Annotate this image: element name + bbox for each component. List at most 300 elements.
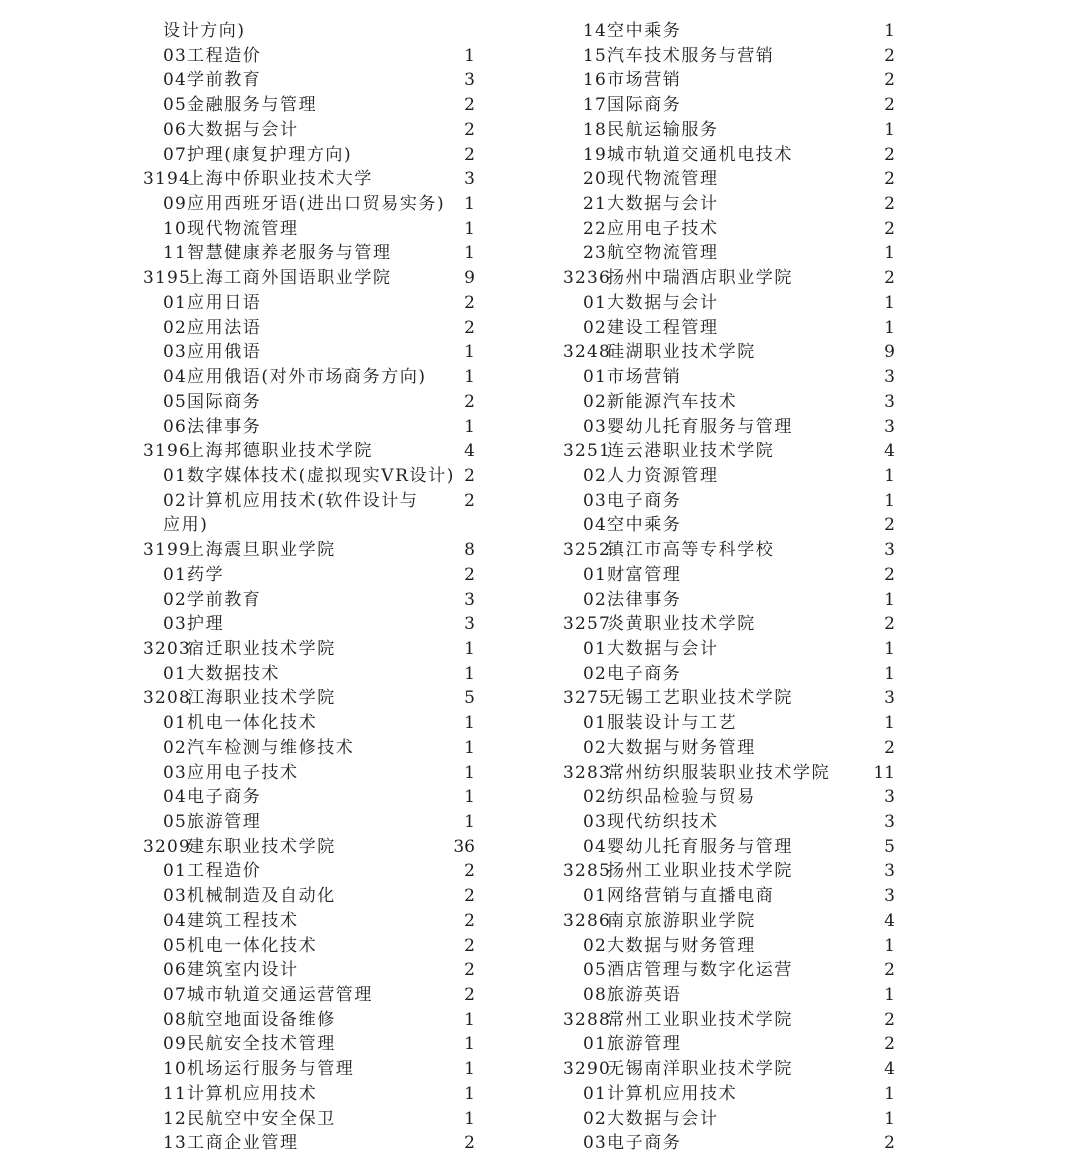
major-row (143, 711, 483, 736)
major-row (143, 192, 483, 217)
major-name: 国际商务 (607, 95, 682, 116)
major-name: 机电一体化技术 (187, 713, 318, 734)
major-row (143, 934, 483, 959)
major-code: 22 (583, 218, 608, 239)
school-code: 3251 (563, 441, 612, 462)
school-row (563, 340, 903, 365)
major-row (143, 316, 483, 341)
major-row (563, 1107, 903, 1132)
major-row (563, 835, 903, 860)
school-name: 无锡工艺职业技术学院 (607, 688, 793, 709)
enrollment-count: 1 (884, 490, 895, 511)
major-row (143, 291, 483, 316)
enrollment-count: 2 (464, 886, 475, 907)
right-column (563, 19, 903, 1156)
major-row (143, 464, 483, 489)
major-row (563, 513, 903, 538)
major-code: 03 (163, 45, 188, 66)
major-name: 酒店管理与数字化运营 (607, 960, 793, 981)
major-row (563, 241, 903, 266)
major-row (143, 1131, 483, 1156)
major-code: 01 (583, 1034, 608, 1055)
enrollment-count: 3 (464, 70, 475, 91)
major-code: 05 (163, 391, 188, 412)
major-name: 工程造价 (187, 45, 262, 66)
school-row (563, 1008, 903, 1033)
enrollment-count: 9 (464, 268, 475, 289)
enrollment-count: 8 (464, 540, 475, 561)
major-name: 建筑工程技术 (187, 910, 299, 931)
enrollment-count: 2 (884, 515, 895, 536)
enrollment-count: 2 (884, 960, 895, 981)
major-name: 护理(康复护理方向) (187, 144, 353, 165)
major-code: 02 (163, 490, 188, 511)
major-code: 02 (163, 589, 188, 610)
school-code: 3283 (563, 762, 612, 783)
major-name: 护理 (187, 614, 225, 635)
major-row (563, 68, 903, 93)
major-code: 05 (163, 812, 188, 832)
major-name: 现代纺织技术 (607, 812, 719, 832)
enrollment-count: 1 (884, 119, 895, 140)
school-code: 3257 (563, 614, 612, 635)
enrollment-count: 4 (464, 441, 475, 462)
major-row (143, 340, 483, 365)
major-name: 应用法语 (187, 317, 262, 338)
school-code: 3208 (143, 688, 192, 709)
enrollment-count: 1 (464, 737, 475, 758)
enrollment-count: 1 (464, 812, 475, 832)
enrollment-count: 1 (884, 663, 895, 684)
major-name: 城市轨道交通运营管理 (187, 985, 373, 1006)
major-row (563, 810, 903, 835)
school-row (143, 835, 483, 860)
major-name: 婴幼儿托育服务与管理 (607, 836, 793, 857)
major-code: 02 (583, 787, 608, 808)
school-name: 宿迁职业技术学院 (187, 638, 336, 659)
enrollment-count: 2 (464, 292, 475, 313)
major-code: 03 (583, 416, 608, 437)
major-code: 02 (583, 737, 608, 758)
enrollment-count: 3 (884, 886, 895, 907)
enrollment-count: 3 (884, 416, 895, 437)
major-name: 应用俄语 (187, 342, 262, 363)
major-name: 电子商务 (607, 490, 682, 511)
major-code: 09 (163, 194, 188, 215)
major-row (143, 736, 483, 761)
major-code: 19 (583, 144, 608, 165)
major-name: 民航安全技术管理 (187, 1034, 336, 1055)
major-row (563, 1131, 903, 1156)
major-name: 学前教育 (187, 589, 262, 610)
school-code: 3290 (563, 1059, 612, 1080)
enrollment-count: 4 (884, 910, 895, 931)
enrollment-count: 2 (464, 317, 475, 338)
major-code: 02 (583, 1108, 608, 1129)
major-code: 23 (583, 243, 608, 264)
major-name: 服装设计与工艺 (607, 713, 738, 734)
major-row (563, 415, 903, 440)
major-code: 03 (163, 342, 188, 363)
school-code: 3236 (563, 268, 612, 289)
major-code: 03 (583, 812, 608, 832)
major-name: 机场运行服务与管理 (187, 1059, 355, 1080)
major-code: 03 (163, 762, 188, 783)
major-code: 01 (163, 465, 188, 486)
major-name: 计算机应用技术 (607, 1083, 738, 1104)
major-row (143, 785, 483, 810)
enrollment-count: 3 (464, 589, 475, 610)
enrollment-count: 2 (884, 218, 895, 239)
enrollment-count: 3 (884, 540, 895, 561)
major-row (143, 588, 483, 613)
enrollment-count: 1 (464, 243, 475, 264)
enrollment-count: 2 (464, 119, 475, 140)
enrollment-count: 2 (464, 391, 475, 412)
enrollment-count: 11 (873, 762, 895, 783)
school-row (143, 266, 483, 291)
school-name: 无锡南洋职业技术学院 (607, 1059, 793, 1080)
major-code: 03 (583, 490, 608, 511)
major-name: 大数据与会计 (607, 1108, 719, 1129)
major-code: 04 (163, 910, 188, 931)
major-name: 法律事务 (607, 589, 682, 610)
school-code: 3195 (143, 268, 192, 289)
major-code: 13 (163, 1133, 188, 1154)
enrollment-count: 2 (464, 1133, 475, 1154)
enrollment-count: 3 (464, 614, 475, 635)
enrollment-count: 1 (884, 713, 895, 734)
major-name: 智慧健康养老服务与管理 (187, 243, 392, 264)
enrollment-count: 2 (884, 737, 895, 758)
school-row (563, 761, 903, 786)
major-name: 空中乘务 (607, 21, 682, 41)
major-name: 市场营销 (607, 70, 682, 91)
major-row (143, 217, 483, 242)
major-row (143, 489, 483, 514)
major-name: 建设工程管理 (607, 317, 719, 338)
major-row (563, 93, 903, 118)
major-row (143, 810, 483, 835)
major-row (143, 44, 483, 69)
major-code: 01 (583, 1083, 608, 1104)
major-code: 04 (583, 836, 608, 857)
major-row (563, 19, 903, 44)
enrollment-count: 2 (884, 144, 895, 165)
major-row (143, 612, 483, 637)
major-row (143, 1057, 483, 1082)
enrollment-count: 1 (464, 638, 475, 659)
enrollment-count: 1 (884, 1108, 895, 1129)
major-name: 设计方向) (163, 21, 246, 41)
school-row (143, 167, 483, 192)
major-code: 03 (583, 1133, 608, 1154)
major-code: 02 (583, 589, 608, 610)
major-code: 10 (163, 218, 188, 239)
major-code: 01 (163, 292, 188, 313)
major-name: 计算机应用技术(软件设计与 (187, 490, 419, 511)
school-row (563, 859, 903, 884)
enrollment-count: 1 (464, 342, 475, 363)
major-name: 工程造价 (187, 861, 262, 882)
major-name: 汽车检测与维修技术 (187, 737, 355, 758)
enrollment-count: 2 (464, 861, 475, 882)
enrollment-count: 2 (464, 95, 475, 116)
major-name: 数字媒体技术(虚拟现实VR设计) (187, 465, 455, 486)
major-row (563, 958, 903, 983)
school-code: 3199 (143, 540, 192, 561)
enrollment-count: 2 (464, 960, 475, 981)
school-code: 3286 (563, 910, 612, 931)
enrollment-count: 1 (884, 985, 895, 1006)
enrollment-count: 5 (464, 688, 475, 709)
enrollment-count: 1 (884, 935, 895, 956)
enrollment-count: 2 (884, 564, 895, 585)
major-row (563, 390, 903, 415)
enrollment-count: 1 (464, 218, 475, 239)
major-row (563, 983, 903, 1008)
school-name: 镇江市高等专科学校 (607, 540, 775, 561)
major-name: 旅游管理 (607, 1034, 682, 1055)
major-row (143, 662, 483, 687)
school-row (143, 637, 483, 662)
enrollment-count: 2 (464, 465, 475, 486)
school-row (563, 909, 903, 934)
enrollment-count: 1 (884, 21, 895, 41)
school-code: 3194 (143, 169, 192, 190)
enrollment-count: 1 (884, 292, 895, 313)
school-code: 3196 (143, 441, 192, 462)
major-row (563, 637, 903, 662)
major-row (143, 1008, 483, 1033)
major-row (143, 761, 483, 786)
major-name: 机械制造及自动化 (187, 886, 336, 907)
school-row (563, 686, 903, 711)
major-row (143, 390, 483, 415)
major-row (143, 1107, 483, 1132)
major-code: 01 (583, 886, 608, 907)
school-row (563, 439, 903, 464)
enrollment-count: 2 (464, 490, 475, 511)
major-name: 婴幼儿托育服务与管理 (607, 416, 793, 437)
major-row (143, 93, 483, 118)
major-name: 应用俄语(对外市场商务方向) (187, 367, 427, 388)
continuation-row (143, 513, 483, 538)
major-name: 旅游管理 (187, 812, 262, 832)
major-name: 大数据技术 (187, 663, 280, 684)
school-name: 炎黄职业技术学院 (607, 614, 756, 635)
major-row (563, 167, 903, 192)
school-row (143, 538, 483, 563)
major-name: 现代物流管理 (187, 218, 299, 239)
enrollment-count: 1 (884, 317, 895, 338)
major-row (563, 192, 903, 217)
enrollment-count: 2 (884, 1009, 895, 1030)
major-name: 大数据与会计 (607, 194, 719, 215)
major-row (143, 365, 483, 390)
school-row (563, 266, 903, 291)
school-code: 3285 (563, 861, 612, 882)
enrollment-count: 2 (464, 935, 475, 956)
major-name: 应用西班牙语(进出口贸易实务) (187, 194, 446, 215)
major-code: 02 (163, 737, 188, 758)
major-code: 17 (583, 95, 608, 116)
major-code: 01 (583, 292, 608, 313)
major-name: 民航运输服务 (607, 119, 719, 140)
enrollment-count: 1 (884, 638, 895, 659)
major-code: 10 (163, 1059, 188, 1080)
enrollment-count: 9 (884, 342, 895, 363)
major-row (143, 415, 483, 440)
school-code: 3288 (563, 1009, 612, 1030)
major-row (143, 909, 483, 934)
major-row (563, 44, 903, 69)
major-name: 新能源汽车技术 (607, 391, 738, 412)
enrollment-count: 2 (884, 194, 895, 215)
major-name: 航空地面设备维修 (187, 1009, 336, 1030)
major-code: 05 (163, 95, 188, 116)
enrollment-count: 3 (884, 688, 895, 709)
school-name: 扬州工业职业技术学院 (607, 861, 793, 882)
school-name: 南京旅游职业学院 (607, 910, 756, 931)
major-code: 02 (583, 465, 608, 486)
major-code: 04 (163, 70, 188, 91)
major-code: 01 (583, 367, 608, 388)
major-name: 电子商务 (187, 787, 262, 808)
school-name: 扬州中瑞酒店职业学院 (607, 268, 793, 289)
major-name: 金融服务与管理 (187, 95, 318, 116)
enrollment-count: 36 (453, 836, 475, 857)
major-code: 15 (583, 45, 608, 66)
enrollment-count: 3 (884, 391, 895, 412)
major-name: 大数据与财务管理 (607, 737, 756, 758)
school-code: 3203 (143, 638, 192, 659)
enrollment-count: 1 (464, 1009, 475, 1030)
major-code: 08 (163, 1009, 188, 1030)
major-code: 01 (583, 564, 608, 585)
major-code: 03 (163, 614, 188, 635)
major-code: 01 (163, 861, 188, 882)
major-code: 03 (163, 886, 188, 907)
major-name: 计算机应用技术 (187, 1083, 318, 1104)
enrollment-count: 3 (884, 861, 895, 882)
major-name: 应用电子技术 (607, 218, 719, 239)
major-row (143, 68, 483, 93)
major-name: 应用) (163, 515, 209, 536)
enrollment-count: 1 (464, 1059, 475, 1080)
school-code: 3252 (563, 540, 612, 561)
major-row (563, 316, 903, 341)
major-code: 18 (583, 119, 608, 140)
major-code: 04 (163, 367, 188, 388)
major-row (563, 464, 903, 489)
enrollment-count: 2 (464, 564, 475, 585)
major-row (563, 1032, 903, 1057)
school-row (143, 686, 483, 711)
major-code: 06 (163, 119, 188, 140)
enrollment-count: 1 (464, 1083, 475, 1104)
major-name: 纺织品检验与贸易 (607, 787, 756, 808)
enrollment-count: 1 (884, 243, 895, 264)
major-row (563, 1082, 903, 1107)
major-row (143, 1032, 483, 1057)
major-row (563, 143, 903, 168)
major-code: 02 (583, 391, 608, 412)
major-name: 机电一体化技术 (187, 935, 318, 956)
enrollment-count: 1 (464, 45, 475, 66)
school-row (563, 612, 903, 637)
school-name: 常州工业职业技术学院 (607, 1009, 793, 1030)
major-row (563, 785, 903, 810)
school-name: 常州纺织服装职业技术学院 (607, 762, 831, 783)
major-row (143, 859, 483, 884)
major-code: 01 (163, 564, 188, 585)
school-name: 上海工商外国语职业学院 (187, 268, 392, 289)
school-code: 3248 (563, 342, 612, 363)
major-name: 汽车技术服务与营销 (607, 45, 775, 66)
major-name: 财富管理 (607, 564, 682, 585)
major-row (563, 118, 903, 143)
major-row (143, 563, 483, 588)
school-name: 上海中侨职业技术大学 (187, 169, 373, 190)
school-name: 上海邦德职业技术学院 (187, 441, 373, 462)
enrollment-count: 2 (884, 95, 895, 116)
enrollment-count: 2 (884, 1133, 895, 1154)
enrollment-count: 1 (464, 1034, 475, 1055)
major-name: 电子商务 (607, 1133, 682, 1154)
major-row (563, 662, 903, 687)
enrollment-count: 3 (884, 812, 895, 832)
enrollment-count: 1 (464, 713, 475, 734)
major-name: 民航空中安全保卫 (187, 1108, 336, 1129)
major-row (563, 217, 903, 242)
major-row (143, 983, 483, 1008)
major-code: 09 (163, 1034, 188, 1055)
major-name: 空中乘务 (607, 515, 682, 536)
major-name: 航空物流管理 (607, 243, 719, 264)
school-name: 上海震旦职业学院 (187, 540, 336, 561)
school-name: 硅湖职业技术学院 (607, 342, 756, 363)
major-name: 网络营销与直播电商 (607, 886, 775, 907)
school-name: 连云港职业技术学院 (607, 441, 775, 462)
major-name: 市场营销 (607, 367, 682, 388)
major-name: 大数据与会计 (607, 638, 719, 659)
major-name: 药学 (187, 564, 225, 585)
major-code: 01 (163, 663, 188, 684)
major-code: 05 (163, 935, 188, 956)
major-name: 建筑室内设计 (187, 960, 299, 981)
school-code: 3209 (143, 836, 192, 857)
enrollment-count: 1 (464, 663, 475, 684)
enrollment-count: 4 (884, 1059, 895, 1080)
major-row (563, 711, 903, 736)
major-name: 应用电子技术 (187, 762, 299, 783)
major-code: 02 (583, 317, 608, 338)
enrollment-count: 2 (884, 1034, 895, 1055)
major-name: 现代物流管理 (607, 169, 719, 190)
major-code: 02 (163, 317, 188, 338)
major-code: 01 (583, 713, 608, 734)
enrollment-count: 1 (464, 762, 475, 783)
enrollment-count: 2 (884, 45, 895, 66)
school-row (563, 538, 903, 563)
major-row (143, 118, 483, 143)
enrollment-count: 1 (464, 416, 475, 437)
enrollment-count: 1 (464, 194, 475, 215)
enrollment-count: 2 (884, 268, 895, 289)
enrollment-count: 2 (464, 985, 475, 1006)
school-row (143, 439, 483, 464)
